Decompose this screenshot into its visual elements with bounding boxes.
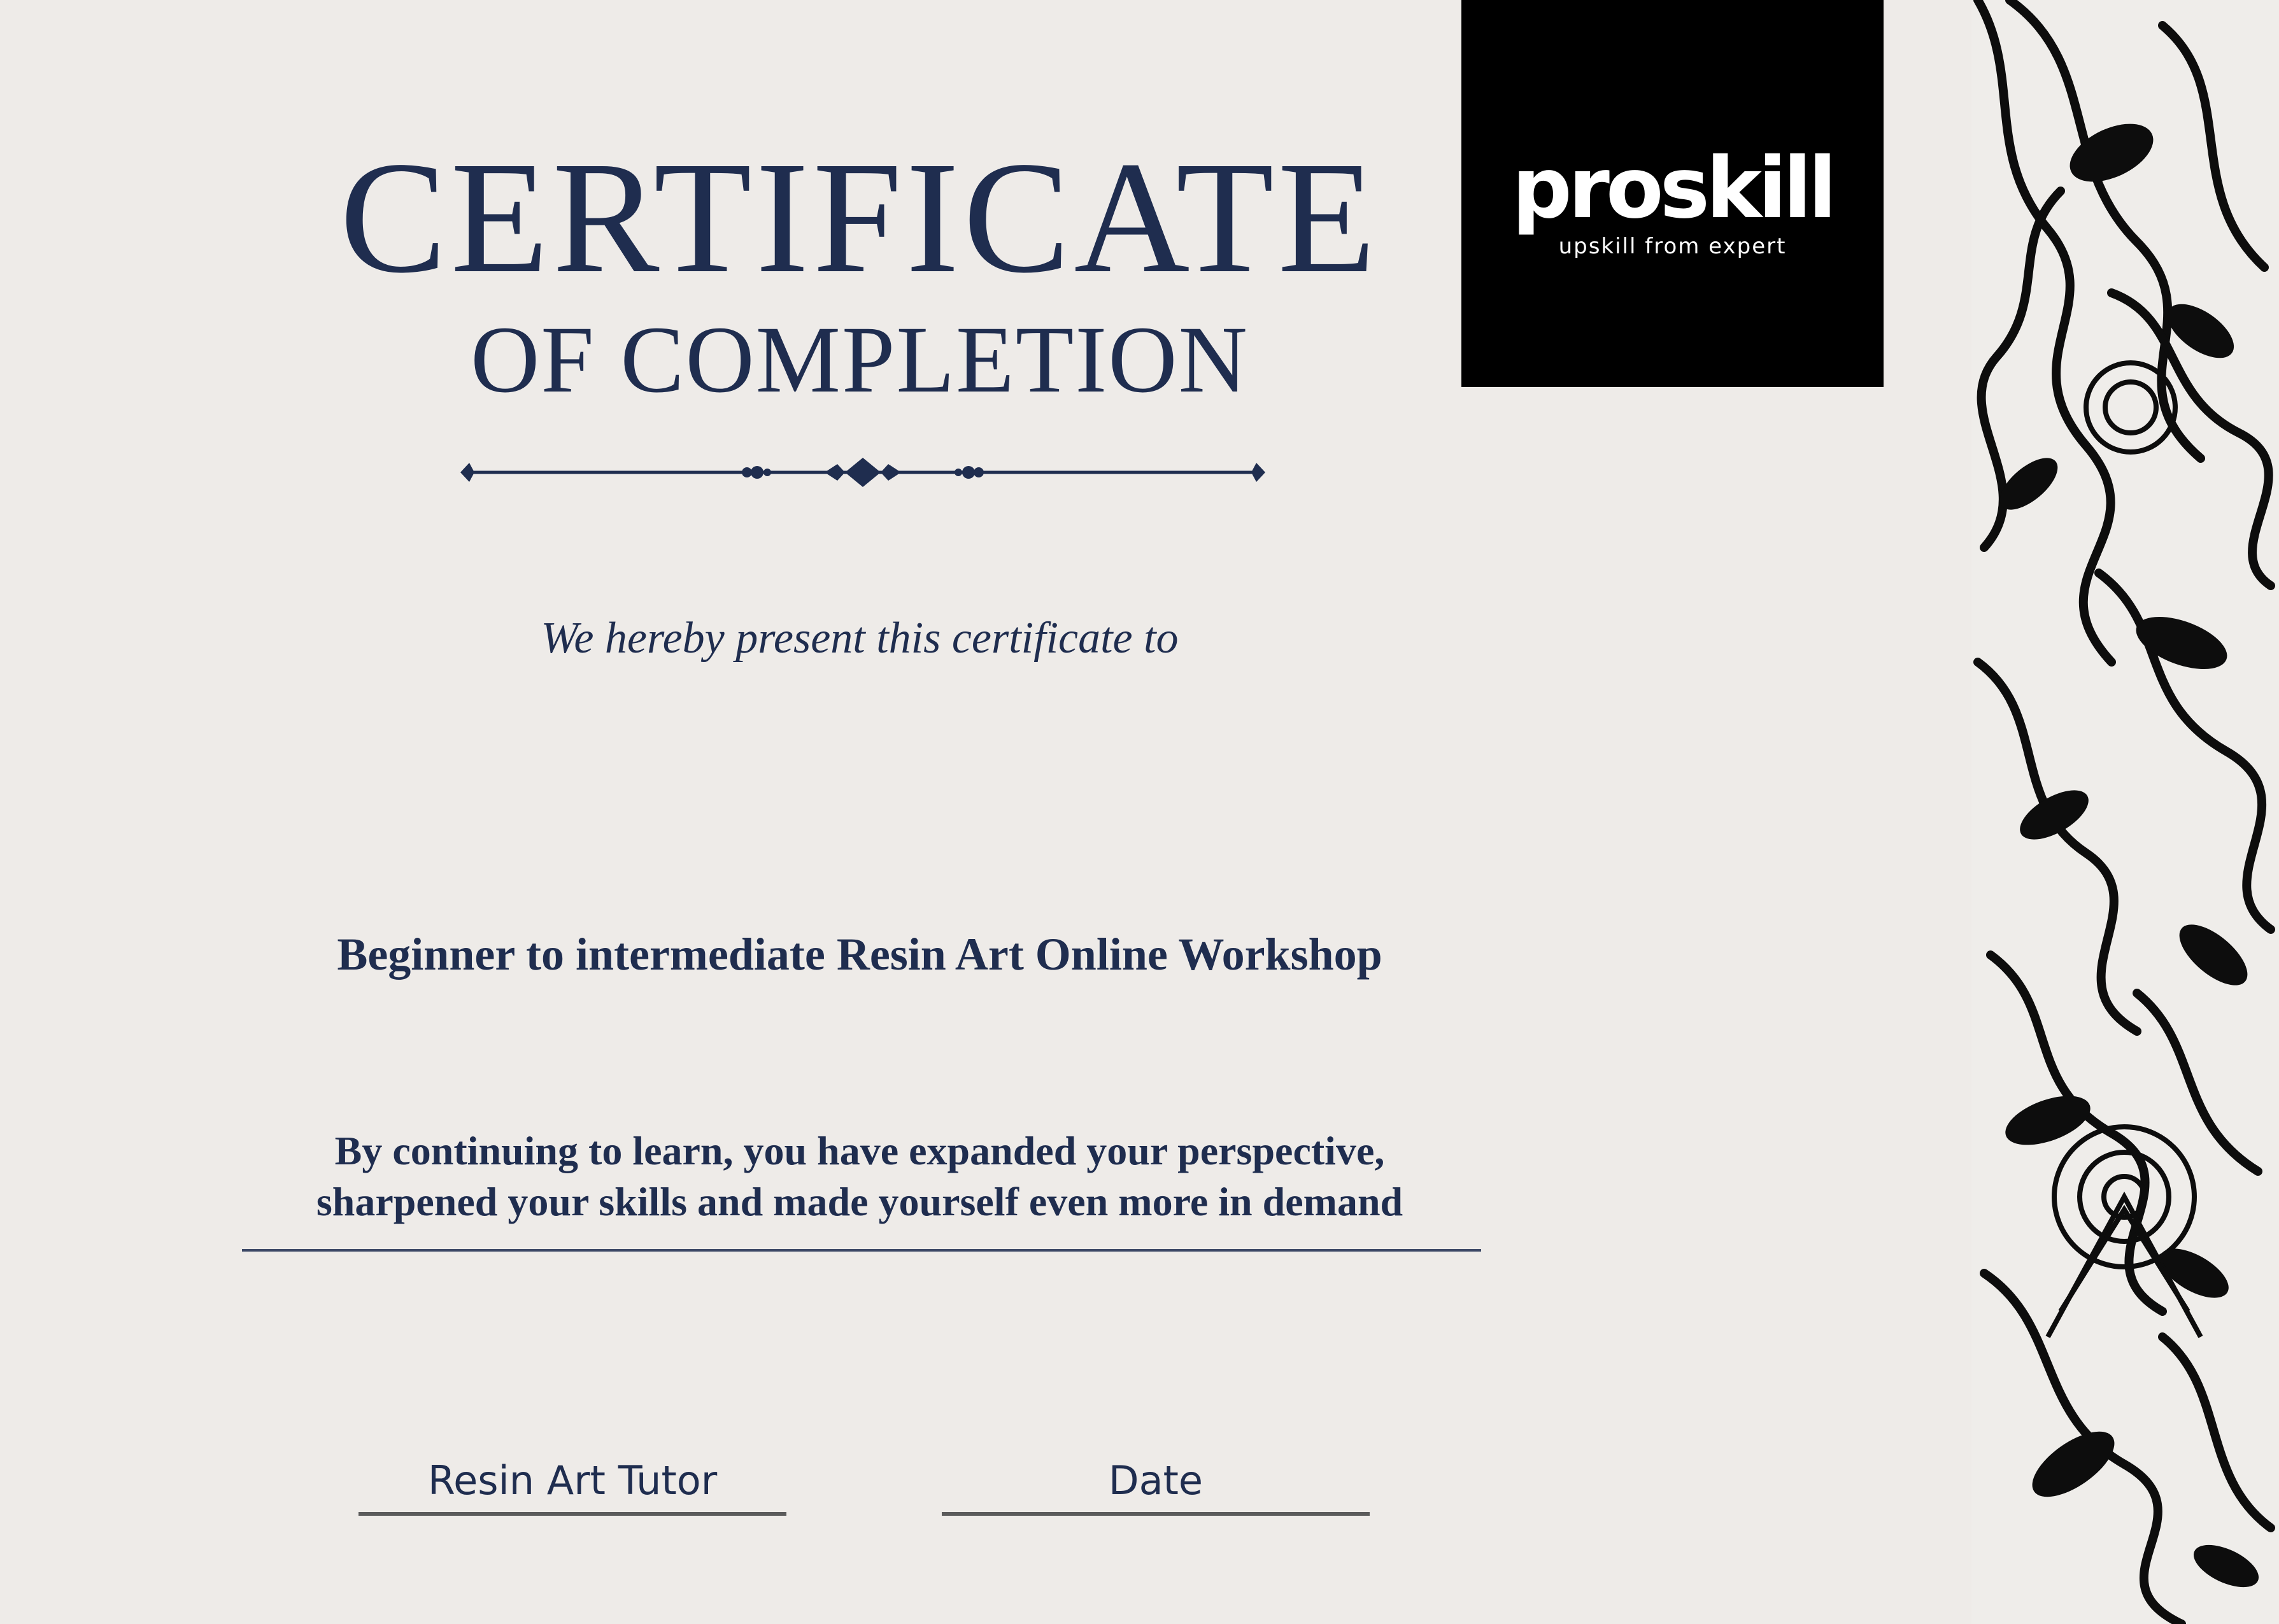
- proskill-logo: [1461, 0, 1884, 387]
- certificate-title: CERTIFICATE: [339, 128, 1380, 306]
- tutor-signature-label: Resin Art Tutor: [427, 1457, 718, 1504]
- certificate-message: [0, 1126, 1719, 1227]
- date-label: Date: [1108, 1457, 1203, 1504]
- logo-tagline: upskill from expert: [1558, 234, 1787, 259]
- message-line-1: By continuing to learn, you have expanded your perspective,: [334, 1128, 1385, 1173]
- message-line-2: sharpened your skills and made yourself even more in demand: [316, 1179, 1403, 1224]
- floral-pattern-icon: [1971, 0, 2279, 1624]
- course-name: Beginner to intermediate Resin Art Online Workshop: [337, 929, 1382, 980]
- divider-rule: [242, 1249, 1481, 1252]
- date-signature-line: [942, 1512, 1370, 1516]
- presentation-text: We hereby present this certificate to: [541, 614, 1179, 663]
- logo-wordmark: proskill: [1512, 139, 1833, 237]
- ornamental-divider-icon: [455, 455, 1270, 490]
- certificate-subtitle: OF COMPLETION: [471, 307, 1249, 413]
- tutor-signature-line: [359, 1512, 786, 1516]
